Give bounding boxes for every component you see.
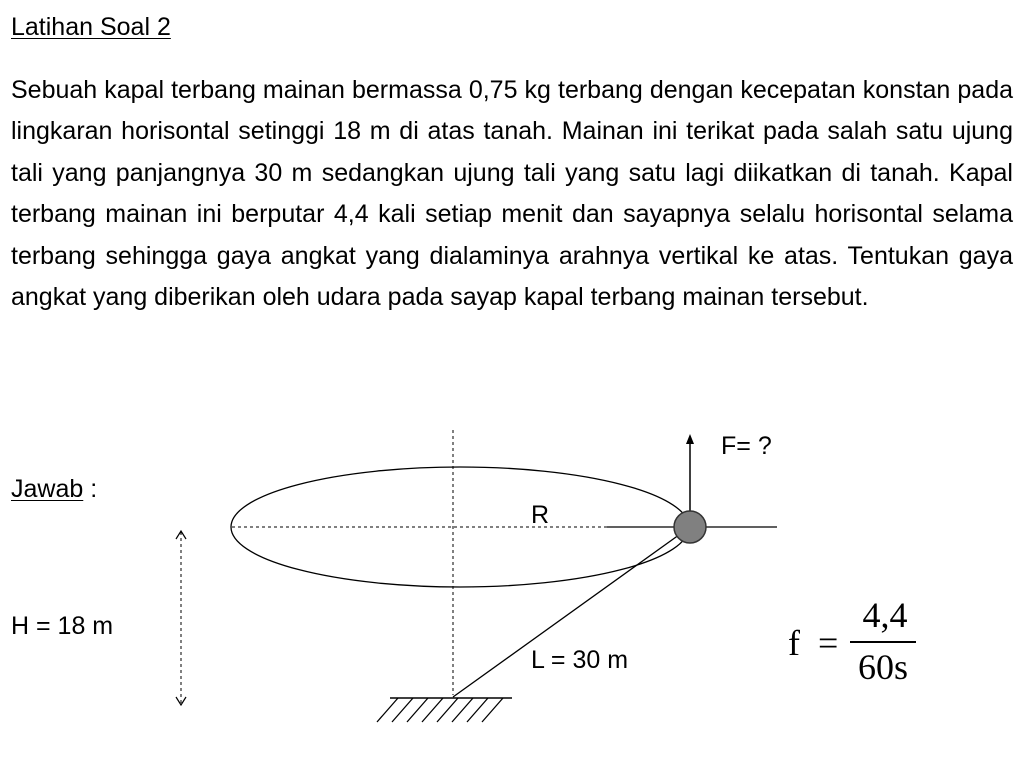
force-label: F= ? bbox=[721, 432, 772, 460]
formula-variable: f bbox=[788, 623, 800, 663]
height-label: H = 18 m bbox=[11, 612, 114, 640]
problem-text: Sebuah kapal terbang mainan bermassa 0,75 kg terbang dengan kecepatan konstan pada lingkaran horisontal setinggi 18 m di atas tanah. Mainan ini terikat pada salah satu ujung tali yang panjangnya 30 m sedangkan ujung tali yang satu lagi diikatkan di tanah. Kapal terbang mainan ini berputar 4,4 kali setiap menit dan sayapnya selalu horisontal selama terbang sehingga gaya angkat yang dialaminya arahnya vertikal ke atas. Tentukan gaya angkat yang diberikan oleh udara pada sayap kapal terbang mainan tersebut. bbox=[11, 76, 1013, 312]
slide-title: Latihan Soal 2 bbox=[11, 13, 171, 41]
string-length-label: L = 30 m bbox=[531, 646, 629, 674]
answer-label: Jawab bbox=[11, 475, 84, 503]
fraction-bar bbox=[850, 641, 916, 643]
radius-label: R bbox=[531, 501, 550, 529]
lift-force-arrowhead bbox=[686, 434, 694, 444]
answer-colon: : bbox=[83, 475, 98, 503]
toy-plane-ball bbox=[674, 511, 706, 543]
ground-hatching bbox=[377, 698, 503, 722]
formula-equals: = bbox=[818, 623, 839, 663]
height-indicator bbox=[176, 531, 186, 705]
formula-denominator: 60s bbox=[857, 647, 908, 687]
formula-numerator: 4,4 bbox=[862, 595, 908, 635]
